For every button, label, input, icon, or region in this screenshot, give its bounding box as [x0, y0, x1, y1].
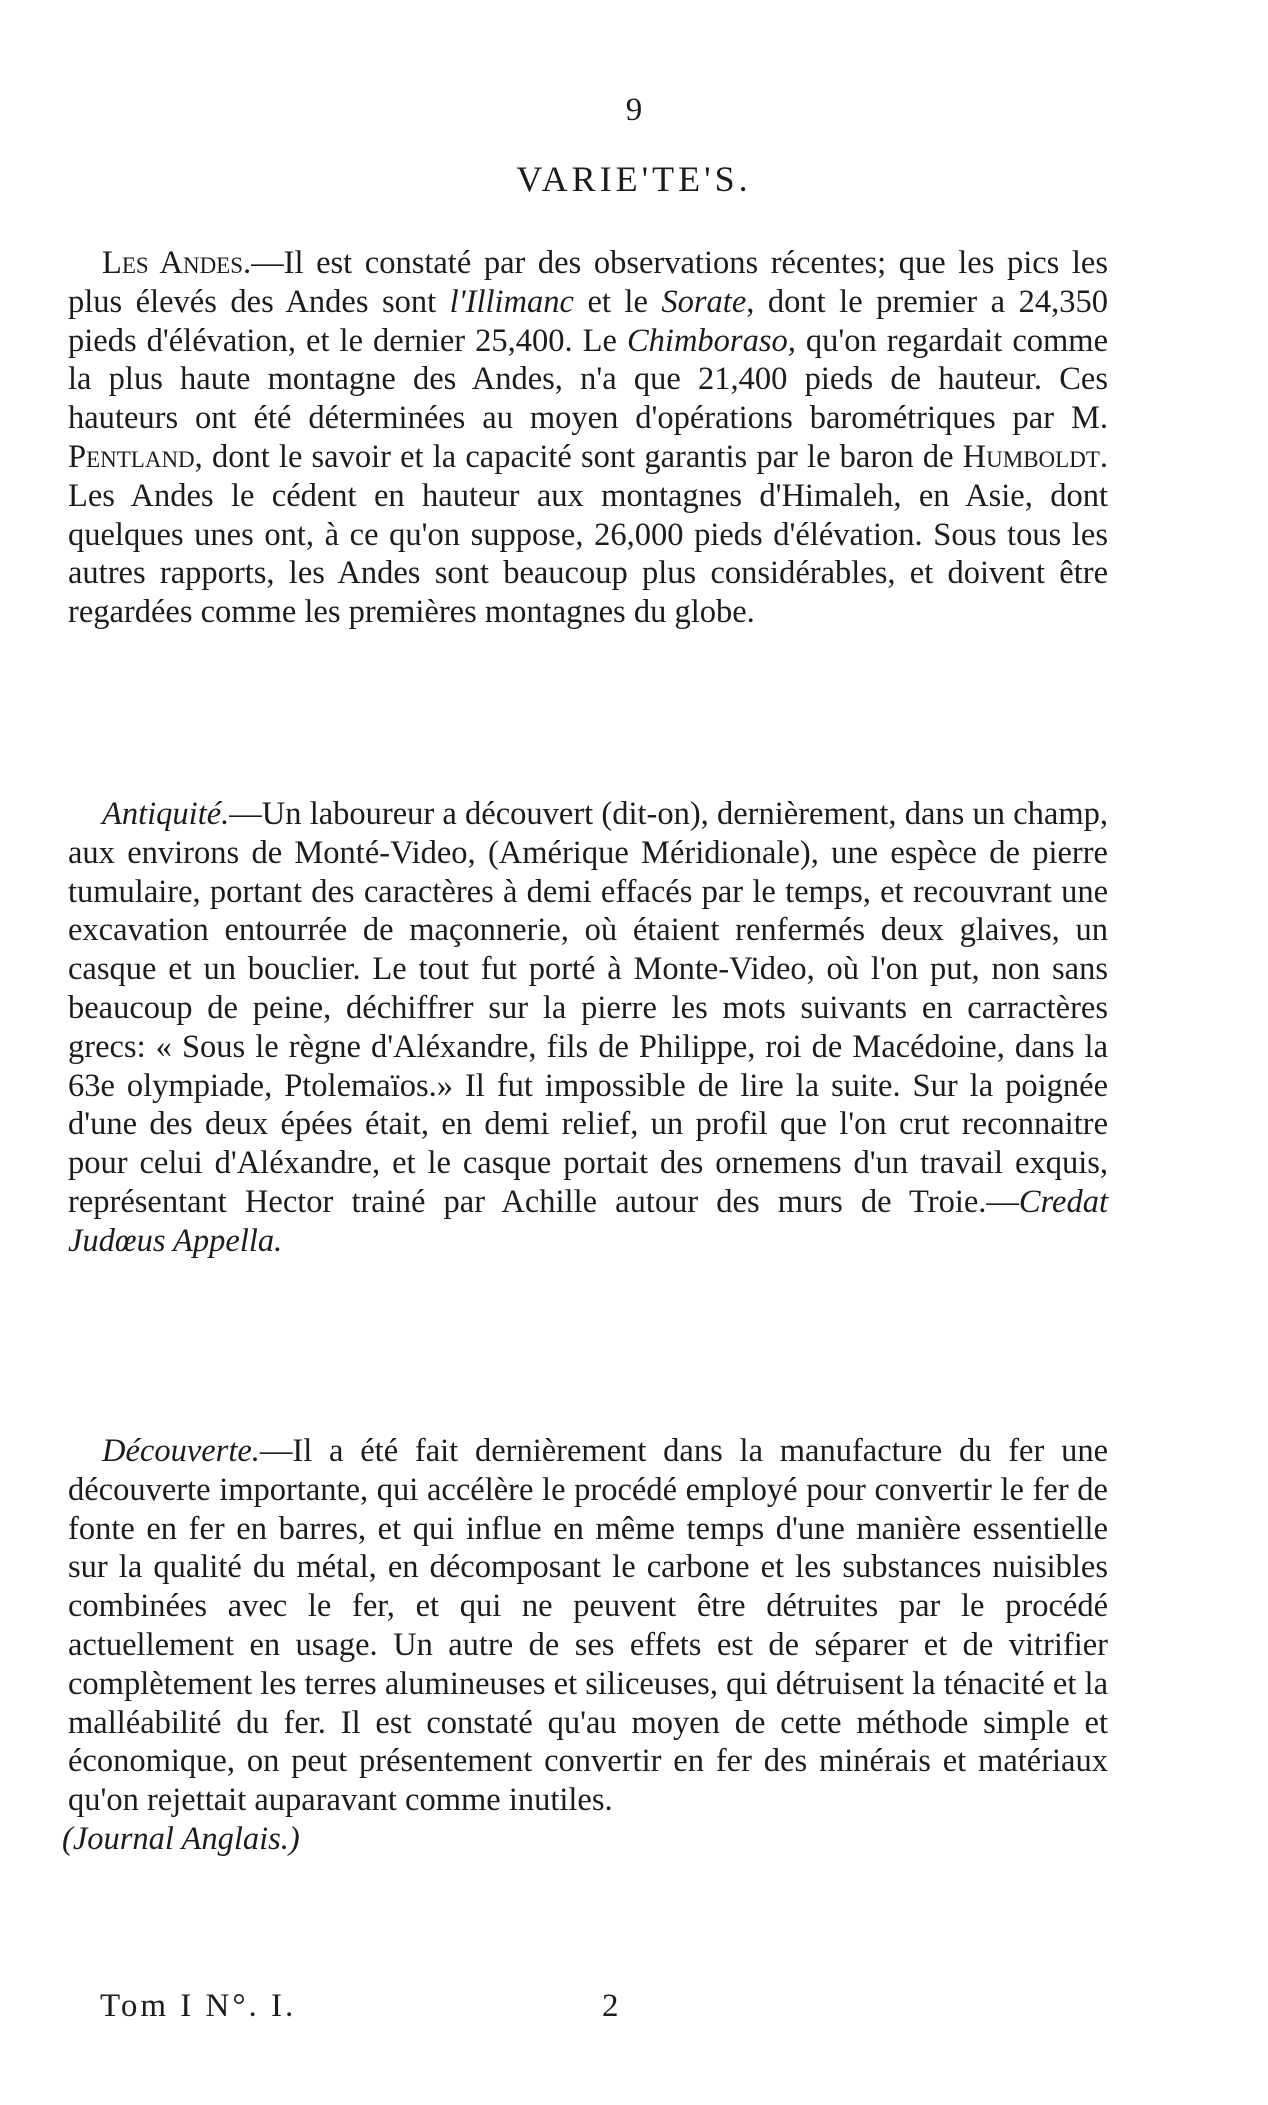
place-name: Sorate: [661, 283, 747, 320]
place-name: l'Illimanc: [449, 283, 574, 320]
article-text: Les Andes le cédent en hauteur aux montagnes d'Himaleh, en Asie, dont quelques unes ont, à ce qu'on suppose, 26,000 pieds d'élévation. Sous tous les autres rapports, les Andes sont beaucoup plus considérables, et doivent être regardées comme les premières montagnes du globe.: [68, 477, 1108, 631]
article-heading: Découverte.: [102, 1433, 260, 1469]
article-source: (Journal Anglais.): [62, 1820, 300, 1857]
article-text: qu'on regardait comme la plus haute montagne des Andes, n'a que 21,400 pieds de hauteur. Ces hauteurs ont été déterminées au moyen d'opérations barométriques par M.: [68, 322, 1108, 437]
person-name: Pentland,: [68, 438, 203, 475]
article-les-andes: [68, 244, 1108, 632]
page-number: 9: [625, 92, 643, 128]
article-text: —Il est constaté par des observations récentes; que les pics les plus élevés des Andes sont: [68, 245, 1109, 320]
article-text: —Un laboureur a découvert (dit-on), dernièrement, dans un champ, aux environs de Monté-Video, (Amérique Méridionale), une espèce de pierre tumulaire, portant des caractères à demi effacés par le temps, et recouvrant une excavation entourrée de maçonnerie, où étaient renfermés deux glaives, un casque et un bouclier. Le tout fut porté à Monte-Video, où l'on put, non sans beaucoup de peine, déchiffrer sur la pierre les mots suivants en carractères grecs: « Sous le règne d'Aléxandre, fils de Philippe, roi de Macédoine, dans la 63e olympiade, Ptolemaïos.» Il fut impossible de lire la suite. Sur la poignée d'une des deux épées était, en demi relief, un profil que l'on crut reconnaitre pour celui d'Aléxandre, et le casque portait des ornemens d'un travail exquis, représentant Hector trainé par Achille autour des murs de Troie.—: [68, 796, 1108, 1220]
signature-mark: Tom I N°. I.: [100, 1988, 297, 2024]
latin-quote: Credat Judœus Appella.: [68, 1183, 1108, 1259]
article-heading: Antiquité.: [102, 796, 230, 832]
article-heading: Les Andes.: [102, 245, 252, 281]
page-footer: [100, 1988, 700, 2025]
article-text: , dont le premier a 24,350 pieds d'élévation, et le dernier 25,400. Le: [68, 283, 1108, 359]
article-text: dont le savoir et la capacité sont garantis par le baron de: [202, 438, 963, 475]
article-text: et le: [573, 283, 662, 320]
section-title: VARIE'TE'S.: [516, 159, 752, 199]
article-decouverte: [62, 1432, 1108, 1859]
person-name: Humboldt.: [962, 438, 1108, 475]
place-name: Chimboraso,: [627, 322, 796, 359]
article-antiquite: [68, 795, 1108, 1261]
sheet-number: 2: [602, 1988, 619, 2024]
article-text: —Il a été fait dernièrement dans la manufacture du fer une découverte importante, qui accélère le procédé employé pour convertir le fer de fonte en fer en barres, et qui influe en même temps d'une manière essentielle sur la qualité du métal, en décomposant le carbone et les substances nuisibles combinées avec le fer, et qui ne peuvent être détruites par le procédé actuellement en usage. Un autre de ses effets est de séparer et de vitrifier complètement les terres alumineuses et siliceuses, qui détruisent la ténacité et la malléabilité du fer. Il est constaté qu'au moyen de cette méthode simple et économique, on peut présentement convertir en fer des minérais et matériaux qu'on rejettait auparavant comme inutiles.: [68, 1433, 1108, 1819]
